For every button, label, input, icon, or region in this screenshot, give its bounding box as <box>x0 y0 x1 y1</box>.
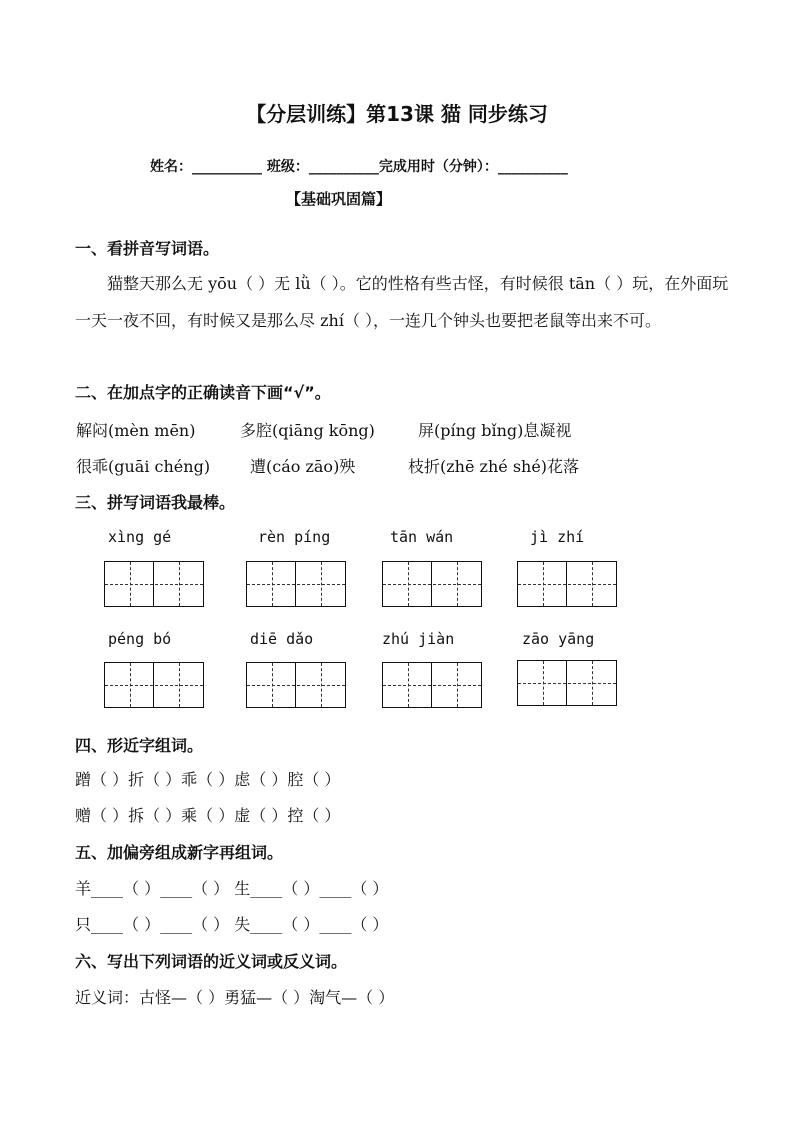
writing-grid[interactable] <box>382 662 482 708</box>
pinyin-label: rèn píng <box>258 528 331 546</box>
section-4-heading: 四、形近字组词。 <box>75 736 204 755</box>
pronunciation-item: 遭(cáo zāo)殃 <box>250 457 356 476</box>
pronunciation-item: 屏(píng bǐng)息凝视 <box>418 421 572 440</box>
pinyin-label: zāo yāng <box>522 630 595 648</box>
pronunciation-item: 枝折(zhē zhé shé)花落 <box>408 457 580 476</box>
section-1-paragraph: 猫整天那么无 yōu（ ）无 lǜ（ ）。它的性格有些古怪，有时候很 tān（ ）玩，在外面玩一天一夜不回，有时候又是那么尽 zhí（ ），一连几个钟头也要把老鼠等出来不可。 <box>75 274 729 330</box>
pinyin-label: xìng gé <box>108 528 172 546</box>
pronunciation-item: 多腔(qiāng kōng) <box>240 421 375 440</box>
section-1-heading: 一、看拼音写词语。 <box>75 239 220 258</box>
section-2-heading: 二、在加点字的正确读音下画“√”。 <box>75 383 331 402</box>
similar-char-row: 蹭（ ）折（ ）乖（ ）虑（ ）腔（ ） <box>75 770 341 789</box>
writing-grid[interactable] <box>517 561 617 607</box>
writing-grid[interactable] <box>382 561 482 607</box>
pinyin-label: tān wán <box>390 528 454 546</box>
section-3-heading: 三、拼写词语我最棒。 <box>75 493 236 512</box>
writing-grid[interactable] <box>246 561 346 607</box>
section-subtitle: 【基础巩固篇】 <box>286 190 392 208</box>
pinyin-label: diē dǎo <box>250 630 314 648</box>
pinyin-label: jì zhí <box>530 528 585 546</box>
pronunciation-item: 很乖(guāi chéng) <box>76 457 211 476</box>
writing-grid[interactable] <box>517 660 617 706</box>
writing-grid[interactable] <box>246 662 346 708</box>
radical-row: 只____（ ）____（ ） 失____（ ）____（ ） <box>75 915 389 934</box>
writing-grid[interactable] <box>104 662 204 708</box>
section-6-heading: 六、写出下列词语的近义词或反义词。 <box>75 952 348 971</box>
radical-row: 羊____（ ）____（ ） 生____（ ）____（ ） <box>75 879 389 898</box>
student-info-line: 姓名：__________ 班级：__________完成用时（分钟）：__________ <box>150 159 568 175</box>
pinyin-label: péng bó <box>108 630 172 648</box>
similar-char-row: 赠（ ）拆（ ）乘（ ）虚（ ）控（ ） <box>75 806 341 825</box>
pronunciation-item: 解闷(mèn mēn) <box>76 421 196 440</box>
pinyin-label: zhú jiàn <box>382 630 455 648</box>
worksheet-title: 【分层训练】第13课 猫 同步练习 <box>246 102 548 126</box>
writing-grid[interactable] <box>104 561 204 607</box>
synonym-row: 近义词：古怪—（ ）勇猛—（ ）淘气—（ ） <box>75 988 395 1007</box>
section-5-heading: 五、加偏旁组成新字再组词。 <box>75 843 284 862</box>
